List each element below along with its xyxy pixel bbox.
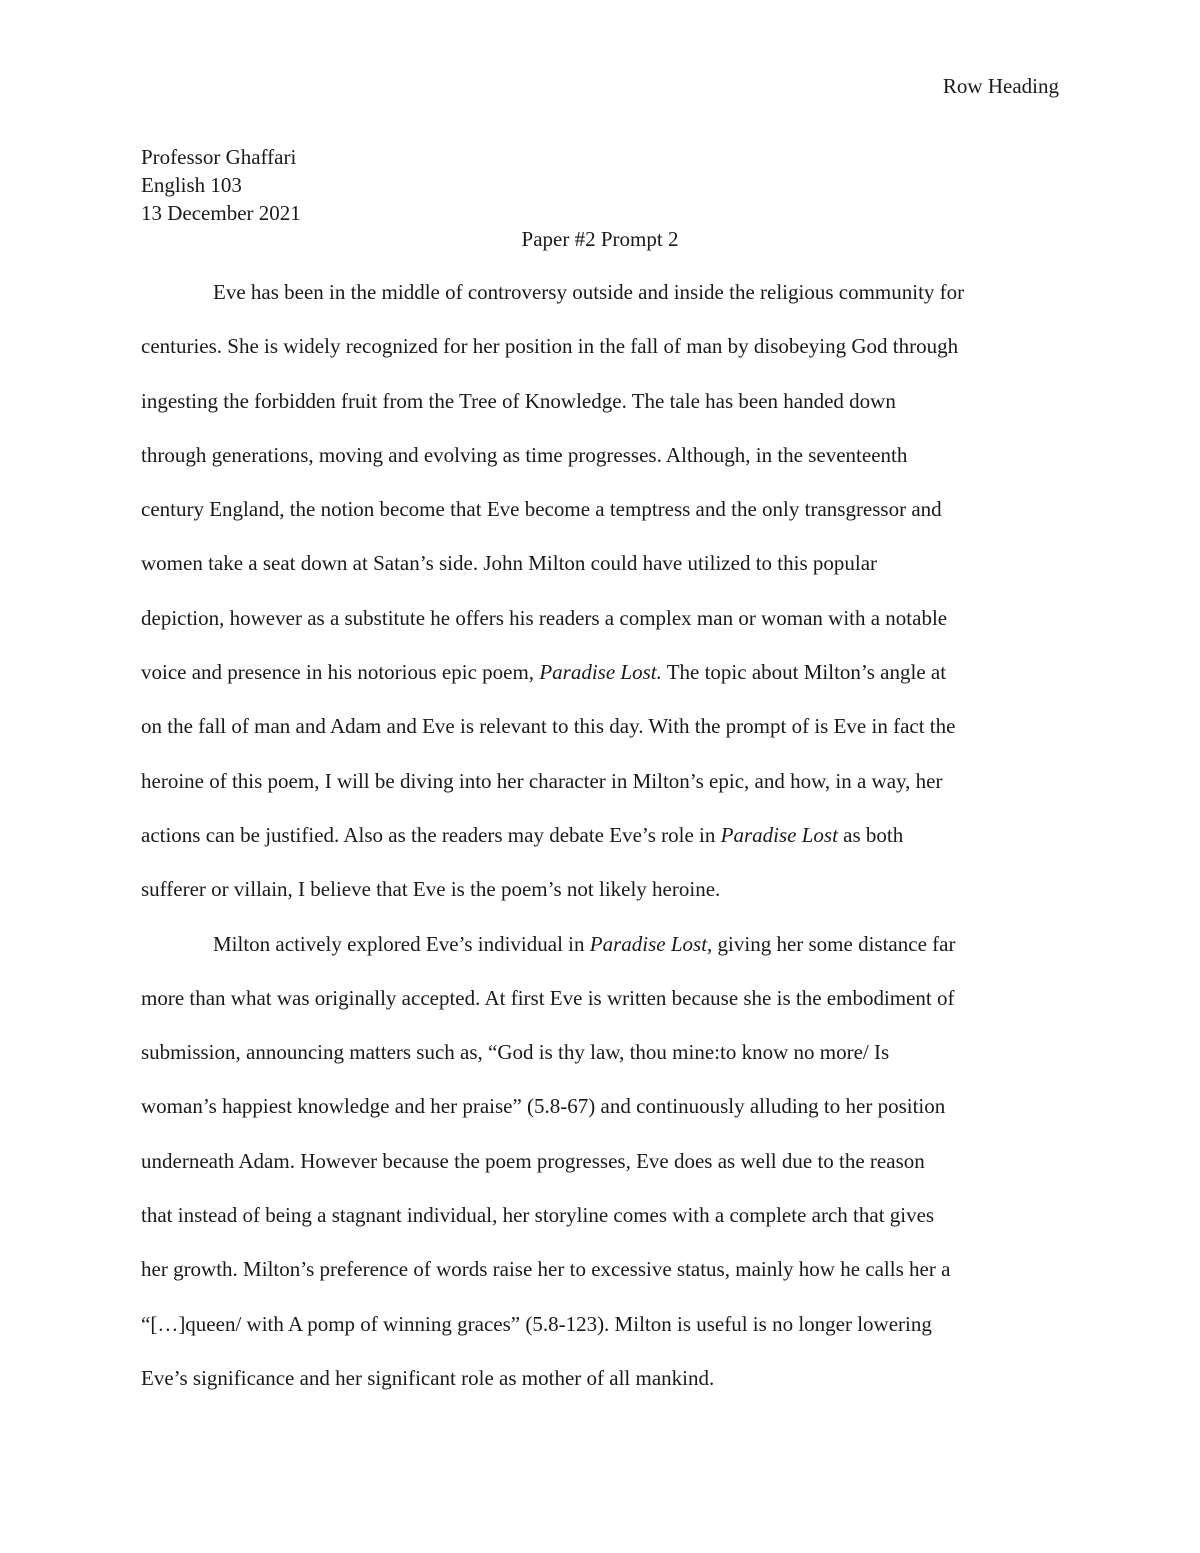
paragraph-line: on the fall of man and Adam and Eve is relevant to this day. With the prompt of is Eve in fact the (141, 714, 956, 739)
paragraph-line: “[…]queen/ with A pomp of winning graces” (5.8-123). Milton is useful is no longer lowering (141, 1311, 932, 1336)
paragraph-line (141, 821, 1061, 875)
paragraph-line: her growth. Milton’s preference of words raise her to excessive status, mainly how he calls her a (141, 1257, 951, 1282)
paragraph-line: century England, the notion become that Eve become a temptress and the only transgressor and (141, 497, 942, 522)
paragraph-line: that instead of being a stagnant individual, her storyline comes with a complete arch that gives (141, 1203, 935, 1228)
text-run: actions can be justified. Also as the readers may debate Eve’s role in (141, 822, 721, 847)
paragraph-line: submission, announcing matters such as, “God is thy law, thou mine:to know no more/ Is (141, 1040, 890, 1065)
book-title: Paradise Lost (720, 822, 838, 847)
paragraph-line: sufferer or villain, I believe that Eve is the poem’s not likely heroine. (141, 877, 721, 902)
paragraph-line (141, 658, 1061, 712)
paragraph-line: underneath Adam. However because the poem progresses, Eve does as well due to the reason (141, 1148, 925, 1173)
body-text (141, 278, 1061, 1418)
paragraph-line: centuries. She is widely recognized for her position in the fall of man by disobeying God through (141, 334, 959, 359)
running-head: Row Heading (942, 74, 1059, 98)
text-run: Milton actively explored Eve’s individual in (213, 931, 590, 956)
book-title: Paradise Lost (589, 931, 708, 956)
paragraph-line: depiction, however as a substitute he offers his readers a complex man or woman with a notable (141, 605, 948, 630)
paragraph-line: more than what was originally accepted. At first Eve is written because she is the embodiment of (141, 985, 955, 1010)
paragraph-line: heroine of this poem, I will be diving into her character in Milton’s epic, and how, in a way, her (141, 768, 943, 793)
professor-name: Professor Ghaffari (141, 145, 297, 169)
paper-title: Paper #2 Prompt 2 (521, 227, 679, 251)
course-name: English 103 (141, 173, 242, 197)
text-run: as both (837, 822, 904, 847)
book-title: Paradise Lost. (539, 660, 662, 685)
heading-block (141, 143, 301, 227)
paragraph-line: ingesting the forbidden fruit from the Tree of Knowledge. The tale has been handed down (141, 388, 896, 413)
paragraph-line: Eve has been in the middle of controversy outside and inside the religious community for (213, 280, 965, 304)
paragraph-line: women take a seat down at Satan’s side. John Milton could have utilized to this popular (141, 551, 878, 576)
paragraph-line: Eve’s significance and her significant role as mother of all mankind. (141, 1365, 715, 1390)
paragraph-line: woman’s happiest knowledge and her praise” (5.8-67) and continuously alluding to her position (141, 1094, 946, 1119)
paragraph-line: through generations, moving and evolving as time progresses. Although, in the seventeenth (141, 442, 908, 467)
date: 13 December 2021 (141, 201, 301, 225)
text-run: voice and presence in his notorious epic poem, (141, 660, 540, 685)
text-run: , giving her some distance far (707, 931, 956, 956)
paragraph-line (141, 930, 1061, 984)
text-run: The topic about Milton’s angle at (661, 660, 947, 685)
